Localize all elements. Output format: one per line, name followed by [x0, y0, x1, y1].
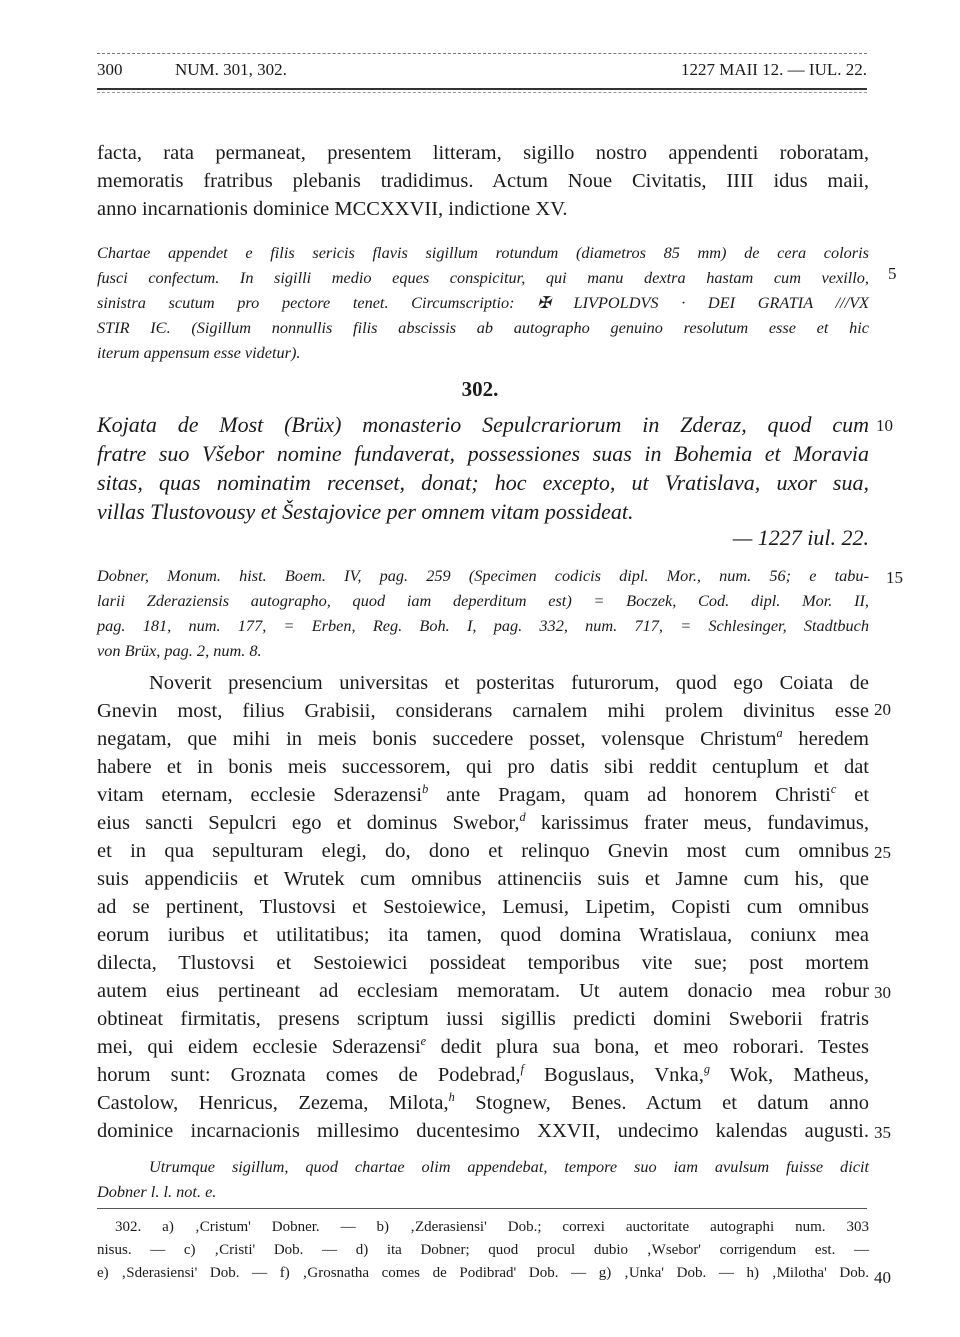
text-line: facta, rata permaneat, presentem litteram, sigillo nostro appendenti roboratam,: [97, 142, 869, 164]
previous-doc-conclusion: [97, 139, 869, 223]
charter-line: [97, 1033, 869, 1061]
charter-line: habere et in bonis meis successorem, qui pro datis sibi reddit centuplum et dat: [97, 756, 869, 778]
note-line: Dobner l. l. not. e.: [97, 1182, 217, 1201]
charter-line: [97, 809, 869, 837]
line-number: 25: [874, 843, 891, 862]
footnote-mark-e: e: [420, 1034, 427, 1049]
seal-loss-note: [97, 1154, 869, 1204]
footnote-mark-a: a: [776, 726, 783, 741]
header-rule-dashed: [97, 92, 867, 93]
footnote-mark-g: g: [703, 1062, 711, 1077]
charter-text-fragment: heredem: [798, 728, 869, 750]
source-line: von Brüx, pag. 2, num. 8.: [97, 641, 262, 660]
source-line: Dobner, Monum. hist. Boem. IV, pag. 259 (Specimen codicis dipl. Mor., num. 56; e tabu-: [97, 566, 869, 585]
charter-text-fragment: horum sunt: Groznata comes de Podebrad,: [97, 1064, 521, 1086]
line-number: 15: [886, 568, 903, 587]
header-doc-numbers: NUM. 301, 302.: [175, 60, 287, 79]
line-number: 40: [874, 1268, 891, 1287]
source-line: larii Zderaziensis autographo, quod iam deperditum est) = Boczek, Cod. dipl. Mor. II,: [97, 591, 869, 610]
footnote-mark-h: h: [448, 1090, 455, 1105]
footnote-mark-f: f: [520, 1062, 524, 1077]
charter-text-fragment: Stognew, Benes. Actum et datum anno: [475, 1092, 869, 1114]
text-line: anno incarnationis dominice MCCXXVII, indictione XV.: [97, 198, 568, 220]
charter-line: dominice incarnacionis millesimo ducentesimo XXVII, undecimo kalendas augusti.: [97, 1120, 869, 1142]
page-number: 300: [97, 60, 123, 79]
header-rule: [97, 88, 867, 90]
footnote-mark-c: c: [830, 782, 837, 797]
charter-line: ad se pertinent, Tlustovsi et Sestoiewice, Lemusi, Lipetim, Copisti cum omnibus: [97, 896, 869, 918]
charter-line: Gnevin most, filius Grabisii, considerans carnalem mihi prolem divinitus esse: [97, 700, 869, 722]
header-date-range: 1227 MAII 12. — IUL. 22.: [680, 60, 867, 79]
charter-line: eorum iuribus et utilitatibus; ita tamen, quod domina Wratislaua, coniunx mea: [97, 924, 869, 946]
source-line: pag. 181, num. 177, = Erben, Reg. Boh. I, pag. 332, num. 717, = Schlesinger, Stadtbuch: [97, 616, 869, 635]
running-header: [97, 60, 867, 82]
document-summary: [97, 410, 869, 526]
note-line: Chartae appendet e filis sericis flavis sigillum rotundum (diametros 85 mm) de cera coloris: [97, 243, 869, 262]
summary-line: fratre suo Všebor nomine fundaverat, possessiones suas in Bohemia et Moravia: [97, 441, 869, 466]
charter-text-fragment: karissimus frater meus, fundavimus,: [540, 812, 869, 834]
charter-line: [97, 1089, 869, 1117]
charter-line: [97, 781, 869, 809]
sources-note: [97, 563, 869, 663]
charter-text-fragment: Castolow, Henricus, Zezema, Milota,: [97, 1092, 449, 1114]
seal-description: [97, 240, 869, 365]
footnote-mark-d: d: [519, 810, 526, 825]
footnote-mark-b: b: [422, 782, 429, 797]
charter-text-fragment: Wok, Matheus,: [729, 1064, 869, 1086]
note-line: sinistra scutum pro pectore tenet. Circumscriptio: ✠ LIVPOLDVS · DEI GRATIA ///VX: [97, 293, 869, 312]
note-line: fusci confectum. In sigilli medio eques conspicitur, qui manu dextra hastam cum vexillo,: [97, 268, 869, 287]
footnote-line: e) ‚Sderasiensi' Dob. — f) ‚Grosnatha comes de Podibrad' Dob. — g) ‚Unka' Dob. — h) ‚Milotha' Dob.: [97, 1265, 869, 1281]
document-number: 302.: [461, 377, 499, 401]
line-number: 5: [888, 264, 897, 283]
summary-line: villas Tlustovousy et Šestajovice per omnem vitam possideat.: [97, 499, 634, 524]
line-number: 20: [874, 700, 891, 719]
charter-line: suis appendiciis et Wrutek cum omnibus attinenciis suis et Jamne cum his, que: [97, 868, 869, 890]
charter-text-fragment: negatam, que mihi in meis bonis succedere posset, volensque Christum: [97, 728, 777, 750]
charter-text-fragment: vitam eternam, ecclesie Sderazensi: [97, 784, 423, 806]
footnote-separator: [97, 1208, 867, 1209]
charter-text-fragment: mei, qui eidem ecclesie Sderazensi: [97, 1036, 421, 1058]
line-number: 30: [874, 983, 891, 1002]
charter-line: dilecta, Tlustovsi et Sestoiewici possideat temporibus vite sue; post mortem: [97, 952, 869, 974]
summary-line: sitas, quas nominatim recenset, donat; hoc excepto, ut Vratislava, uxor sua,: [97, 470, 869, 495]
line-number: 35: [874, 1123, 891, 1142]
header-top-rule: [97, 53, 867, 54]
charter-text-fragment: Boguslaus, Vnka,: [544, 1064, 704, 1086]
charter-line: Noverit presencium universitas et posteritas futurorum, quod ego Coiata de: [149, 672, 869, 694]
textual-footnotes: [97, 1216, 869, 1285]
note-line: iterum appensum esse videtur).: [97, 343, 301, 362]
charter-text-fragment: dedit plura sua bona, et meo roborari. Testes: [440, 1036, 869, 1058]
summary-date: — 1227 iul. 22.: [732, 525, 869, 550]
charter-text: [97, 669, 869, 1145]
charter-line: obtineat firmitatis, presens scriptum iussi sigillis predicti domini Sweborii fratris: [97, 1008, 869, 1030]
line-number: 10: [876, 416, 893, 435]
footnote-line: nisus. — c) ‚Cristi' Dob. — d) ita Dobner; quod procul dubio ‚Wsebor' corrigendum est. —: [97, 1242, 869, 1258]
text-line: memoratis fratribus plebanis tradidimus. Actum Noue Civitatis, IIII idus maii,: [97, 170, 869, 192]
charter-text-fragment: ante Pragam, quam ad honorem Christi: [446, 784, 831, 806]
footnote-line: 302. a) ‚Cristum' Dobner. — b) ‚Zderasiensi' Dob.; correxi auctoritate autographi num. 303: [115, 1219, 869, 1235]
charter-line: [97, 1061, 869, 1089]
charter-line: [97, 725, 869, 753]
charter-text-fragment: eius sancti Sepulcri ego et dominus Swebor,: [97, 812, 520, 834]
note-line: Utrumque sigillum, quod chartae olim appendebat, tempore suo iam avulsum fuisse dicit: [149, 1157, 869, 1176]
summary-line: Kojata de Most (Brüx) monasterio Sepulcrariorum in Zderaz, quod cum: [97, 412, 869, 437]
charter-line: autem eius pertineant ad ecclesiam memoratam. Ut autem donacio mea robur: [97, 980, 869, 1002]
charter-line: et in qua sepulturam elegi, do, dono et relinquo Gnevin most cum omnibus: [97, 840, 869, 862]
note-line: STIR IЄ. (Sigillum nonnullis filis abscissis ab autographo genuino resolutum esse et hic: [97, 318, 869, 337]
charter-text-fragment: et: [854, 784, 870, 806]
